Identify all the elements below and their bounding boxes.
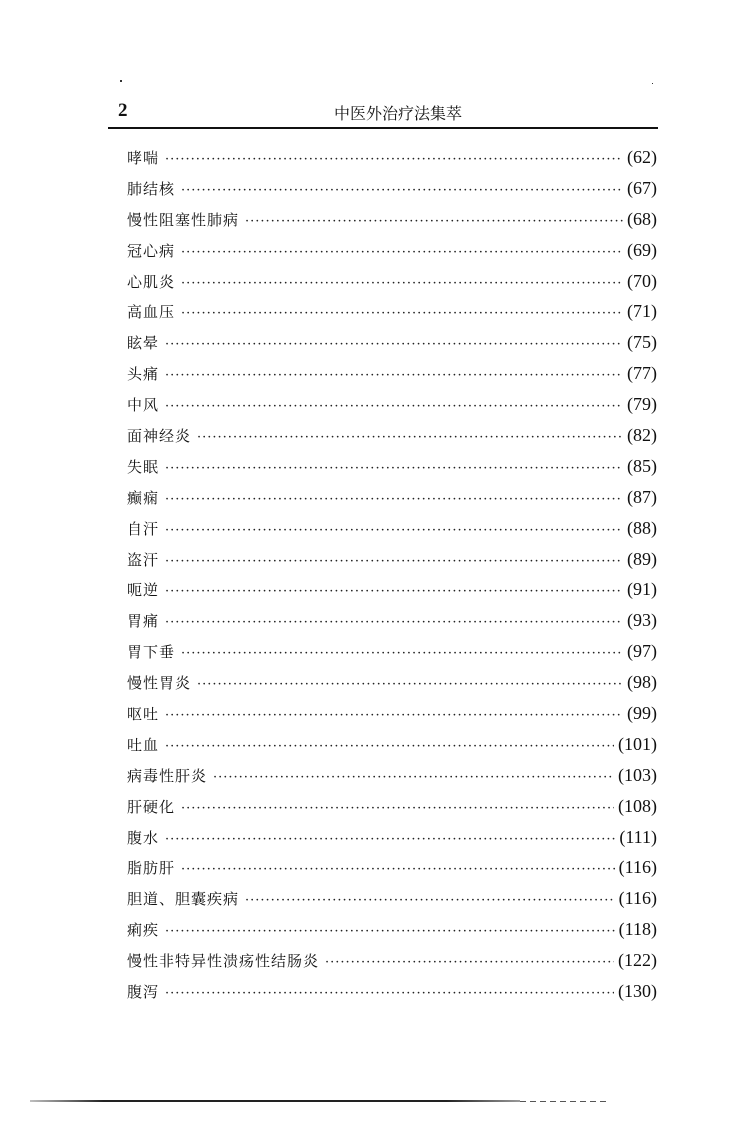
dot-leader [165,739,614,754]
toc-entry-page: (87) [627,486,657,507]
dot-leader [181,306,623,321]
toc-entry-title: 高血压 [127,303,176,322]
page-header [118,100,658,124]
dot-leader [165,368,623,383]
dot-leader [165,584,623,599]
toc-entry [127,919,657,950]
toc-entry-title: 癫痫 [127,488,160,507]
toc-entry-title: 面神经炎 [127,427,192,446]
toc-entry [127,857,657,888]
toc-entry [127,549,657,580]
toc-entry [127,209,657,240]
scan-speck [652,83,653,84]
footer-rule [30,1100,520,1102]
dot-leader [165,554,623,569]
toc-entry-page: (122) [618,950,657,971]
toc-entry-title: 腹水 [127,828,160,847]
dot-leader [181,862,615,877]
toc-entry [127,981,657,1012]
dot-leader [197,430,623,445]
toc-entry-page: (130) [618,981,657,1002]
toc-entry-title: 哮喘 [127,149,160,167]
toc-entry-page: (77) [627,363,657,384]
toc-entry [127,301,657,332]
toc-entry [127,888,657,919]
toc-entry-title: 头痛 [127,365,160,384]
toc-entry [127,240,657,271]
toc-entry-page: (116) [618,888,657,909]
toc-entry-page: (108) [618,795,657,816]
toc-entry [127,394,657,425]
toc-entry [127,363,657,394]
dot-leader [165,399,623,414]
toc-entry-page: (97) [627,641,657,662]
toc-entry-page: (116) [618,857,657,878]
toc-entry-page: (85) [627,455,657,476]
toc-entry [127,487,657,518]
toc-entry [127,579,657,610]
toc-entry [127,518,657,549]
toc-entry-title: 心肌炎 [127,272,176,291]
dot-leader [181,245,623,260]
toc-entry-page: (62) [627,147,657,167]
dot-leader [165,832,615,847]
toc-entry-title: 冠心病 [127,241,176,260]
toc-entry [127,765,657,796]
dot-leader [325,955,614,970]
toc-entry [127,332,657,363]
dot-leader [181,646,623,661]
dot-leader [165,152,623,167]
dot-leader [245,214,623,229]
toc-entry [127,271,657,302]
toc-entry-title: 自汗 [127,519,160,538]
dot-leader [181,801,614,816]
dot-leader [165,461,623,476]
toc-entry-page: (89) [627,548,657,569]
toc-entry-title: 胃痛 [127,612,160,631]
toc-entry-page: (111) [619,826,657,847]
header-rule [108,127,658,129]
toc-entry-page: (93) [627,610,657,631]
toc-entry-page: (101) [618,733,657,754]
toc-entry [127,796,657,827]
toc-entry-title: 呃逆 [127,581,160,600]
toc-entry-title: 病毒性肝炎 [127,766,208,785]
toc-entry-page: (99) [627,703,657,724]
dot-leader [197,677,623,692]
dot-leader [181,183,623,198]
toc-entry-title: 失眠 [127,457,160,476]
toc-entry-page: (103) [618,764,657,785]
toc-entry-page: (67) [627,177,657,198]
toc-entry [127,827,657,858]
toc-entry-title: 腹泻 [127,983,160,1002]
toc-entry-title: 慢性胃炎 [127,674,192,693]
toc-entry-title: 盗汗 [127,550,160,569]
toc-entry [127,672,657,703]
toc-entry [127,703,657,734]
toc-entry-page: (70) [627,270,657,291]
toc-entry-page: (91) [627,579,657,600]
toc-entry-title: 胆道、胆囊疾病 [127,890,240,909]
dot-leader [181,276,623,291]
dot-leader [165,986,614,1001]
toc-entry-page: (68) [627,208,657,229]
toc-entry [127,950,657,981]
dot-leader [165,337,623,352]
toc-entry-title: 呕吐 [127,705,160,724]
dot-leader [165,924,615,939]
toc-entry [127,456,657,487]
toc-entry-title: 肺结核 [127,179,176,198]
toc-entry-title: 慢性阻塞性肺病 [127,210,240,229]
toc-entry-page: (71) [627,301,657,322]
footer-rule-tail [520,1101,610,1102]
toc-entry [127,610,657,641]
dot-leader [213,770,614,785]
dot-leader [165,523,623,538]
table-of-contents [127,147,657,1012]
scan-speck [120,80,122,82]
toc-entry [127,178,657,209]
running-title: 中医外治疗法集萃 [333,104,462,123]
page-number: 2 [118,100,128,121]
toc-entry-title: 痢疾 [127,921,160,940]
toc-entry-title: 眩晕 [127,334,160,353]
toc-entry-title: 吐血 [127,735,160,754]
toc-entry-page: (118) [618,919,657,940]
dot-leader [165,708,623,723]
toc-entry-page: (98) [627,672,657,693]
toc-entry [127,425,657,456]
toc-entry-page: (69) [627,239,657,260]
toc-entry-title: 脂肪肝 [127,859,176,878]
dot-leader [165,492,623,507]
dot-leader [245,893,615,908]
toc-entry-page: (82) [627,425,657,446]
dot-leader [165,615,623,630]
toc-entry-title: 胃下垂 [127,643,176,662]
toc-entry-page: (75) [627,332,657,353]
toc-entry [127,147,657,178]
toc-entry [127,641,657,672]
toc-entry-title: 肝硬化 [127,797,176,816]
toc-entry-title: 慢性非特异性溃疡性结肠炎 [127,952,320,971]
toc-entry-title: 中风 [127,396,160,415]
toc-entry [127,734,657,765]
toc-entry-page: (88) [627,517,657,538]
toc-entry-page: (79) [627,394,657,415]
